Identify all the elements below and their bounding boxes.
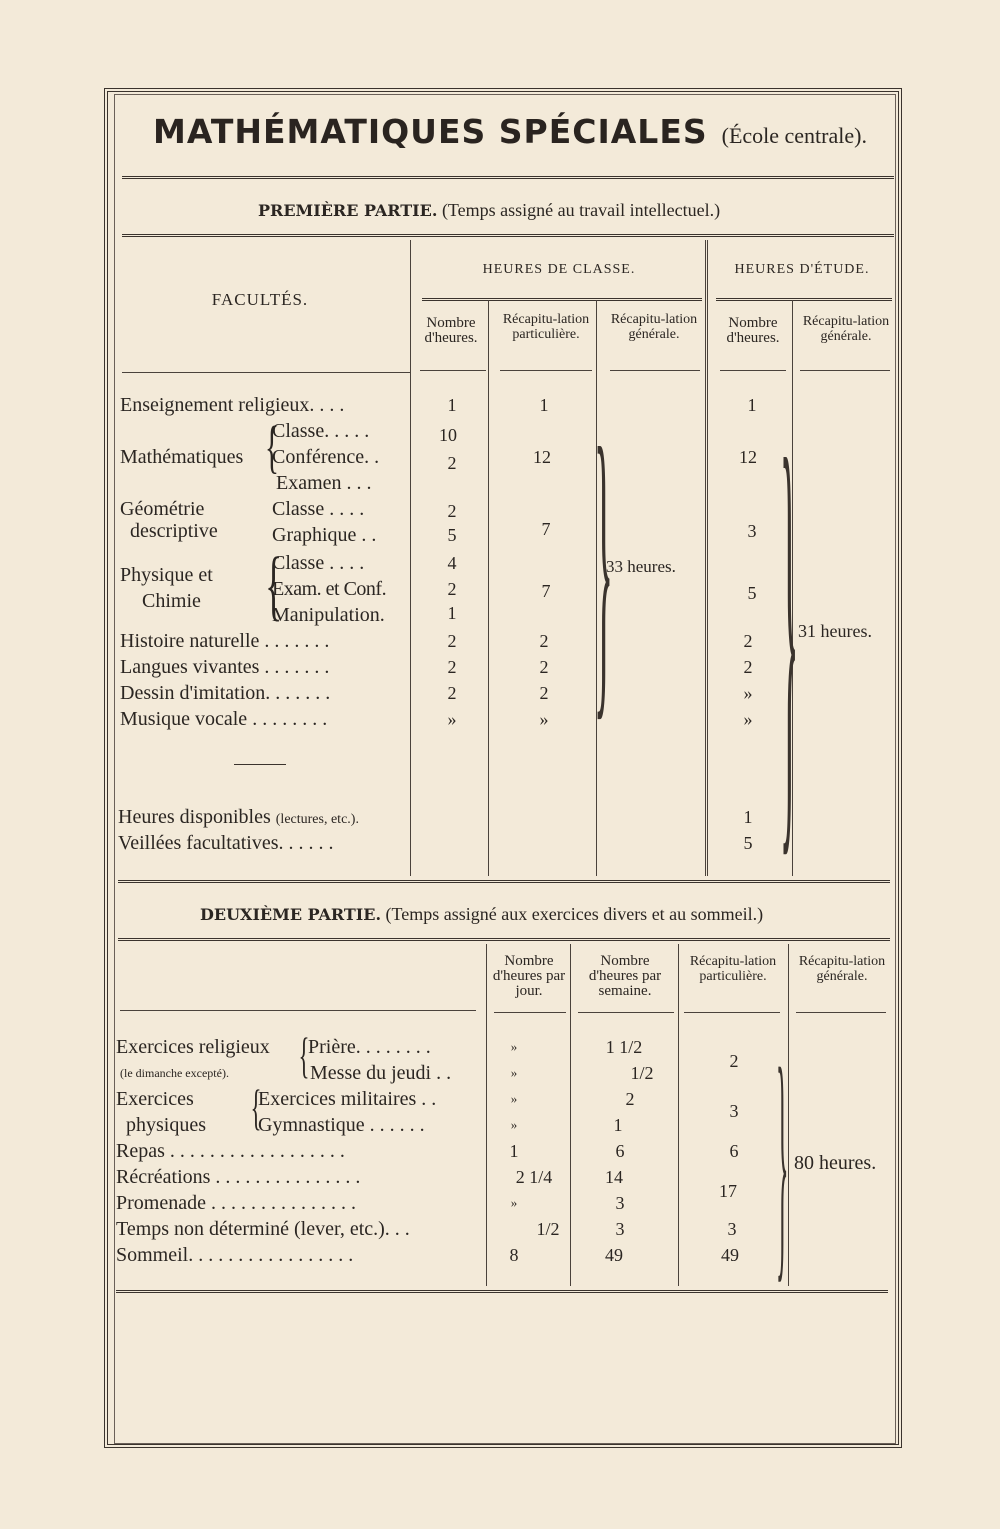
row-label: Exercices religieux — [116, 1036, 270, 1058]
cell-nombre: 5 — [447, 525, 457, 545]
divider — [684, 1012, 780, 1013]
cell-recap: 3 — [729, 1101, 739, 1121]
title-sub: (École centrale). — [721, 123, 867, 148]
cell-recap: 2 — [539, 631, 549, 651]
col-jour-header: Nombre d'heures par jour. — [492, 953, 566, 999]
cell-etude: 1 — [747, 395, 757, 415]
total-etude: 31 heures. — [798, 621, 872, 641]
cell-recap: 2 — [729, 1051, 739, 1071]
row-label: Heures disponibles (lectures, etc.). — [118, 806, 359, 828]
cell-recap: 49 — [721, 1245, 739, 1265]
cell-semaine: 1 — [613, 1115, 623, 1135]
cell-recap: » — [539, 709, 549, 729]
col-line — [678, 944, 679, 1286]
row-sublabel: Gymnastique . . . . . . — [258, 1114, 425, 1136]
row-sublabel: Classe . . . . — [272, 498, 365, 520]
cell-jour: » — [510, 1065, 518, 1080]
col-recap-part-header: Récapitu-lation particulière. — [689, 954, 777, 984]
cell-jour: » — [510, 1195, 518, 1210]
divider — [118, 880, 890, 883]
divider — [720, 370, 786, 371]
col-recap-gen-header: Récapitu-lation générale. — [610, 312, 698, 342]
cell-nombre: 2 — [447, 657, 457, 677]
row-sublabel: Prière. . . . . . . . — [308, 1036, 431, 1058]
total-classe: 33 heures. — [606, 557, 676, 576]
cell-recap: 1 — [539, 395, 549, 415]
divider — [796, 1012, 886, 1013]
row-label: Sommeil. . . . . . . . . . . . . . . . . — [116, 1244, 354, 1266]
cell-recap: 7 — [541, 581, 551, 601]
col-semaine-header: Nombre d'heures par semaine. — [588, 953, 662, 999]
col-recap-part-header: Récapitu-lation particulière. — [502, 312, 590, 342]
cell-jour: 1/2 — [536, 1219, 560, 1239]
row-label: Musique vocale . . . . . . . . — [120, 708, 328, 730]
cell-recap: 7 — [541, 519, 551, 539]
cell-jour: 8 — [509, 1245, 519, 1265]
cell-semaine: 6 — [615, 1141, 625, 1161]
divider — [422, 298, 702, 301]
row-label: Géométrie — [120, 498, 205, 520]
cell-recap: 3 — [727, 1219, 737, 1239]
cell-nombre: 10 — [439, 425, 457, 445]
row-label: Langues vivantes . . . . . . . — [120, 656, 330, 678]
part1-title: PREMIÈRE PARTIE. (Temps assigné au travail intellectuel.) — [258, 200, 721, 220]
row-sublabel: Exam. et Conf. — [272, 578, 387, 600]
cell-semaine: 1/2 — [630, 1063, 654, 1083]
divider — [500, 370, 592, 371]
cell-etude: 5 — [743, 833, 753, 853]
row-sublabel: Messe du jeudi . . — [310, 1062, 452, 1084]
divider — [122, 176, 894, 179]
divider — [610, 370, 700, 371]
divider — [420, 370, 486, 371]
cell-semaine: 14 — [605, 1167, 623, 1187]
row-sublabel: Exercices militaires . . — [258, 1088, 437, 1110]
brace: { — [264, 414, 279, 479]
col-recap-gen-header: Récapitu-lation générale. — [798, 954, 886, 984]
cell-etude: 12 — [739, 447, 757, 467]
divider — [234, 764, 286, 765]
row-label: Examen . . . — [276, 472, 372, 494]
cell-semaine: 3 — [615, 1193, 625, 1213]
brace: } — [776, 1016, 789, 1304]
cell-recap: 12 — [533, 447, 551, 467]
cell-nombre: 2 — [447, 683, 457, 703]
col-line — [705, 240, 708, 876]
cell-jour: 1 — [509, 1141, 519, 1161]
page-title — [120, 112, 900, 151]
row-label: Histoire naturelle . . . . . . . — [120, 630, 330, 652]
cell-nombre: 2 — [447, 579, 457, 599]
cell-recap: 6 — [729, 1141, 739, 1161]
brace: } — [594, 382, 614, 747]
total-part2: 80 heures. — [794, 1152, 877, 1174]
title-main: MATHÉMATIQUES SPÉCIALES — [153, 112, 708, 151]
col-line — [410, 240, 411, 876]
brace: { — [265, 541, 283, 628]
row-label: descriptive — [130, 520, 218, 542]
cell-recap: 17 — [719, 1181, 737, 1201]
cell-semaine: 2 — [625, 1089, 635, 1109]
brace: { — [298, 1027, 310, 1083]
row-label: physiques — [126, 1114, 206, 1136]
cell-etude: 1 — [743, 807, 753, 827]
divider — [716, 298, 892, 301]
row-label: Repas . . . . . . . . . . . . . . . . . . — [116, 1140, 345, 1162]
col-nombre-etude-header: Nombre d'heures. — [726, 315, 780, 346]
cell-jour: » — [510, 1117, 518, 1132]
divider — [116, 1290, 888, 1293]
cell-etude: » — [743, 709, 753, 729]
cell-recap: 2 — [539, 657, 549, 677]
row-label: Dessin d'imitation. . . . . . . — [120, 682, 331, 704]
cell-semaine: 3 — [615, 1219, 625, 1239]
cell-etude: 2 — [743, 657, 753, 677]
cell-nombre: 2 — [447, 501, 457, 521]
cell-jour: 2 1/4 — [515, 1167, 553, 1187]
cell-nombre: 2 — [447, 631, 457, 651]
row-sublabel: Manipulation. — [272, 604, 385, 626]
col-nombre-header: Nombre d'heures. — [424, 315, 478, 346]
cell-semaine: 1 1/2 — [605, 1037, 643, 1057]
heures-etude-header: HEURES D'ÉTUDE. — [734, 262, 870, 277]
row-sublabel: Graphique . . — [272, 524, 377, 546]
row-label: Classe . . . . — [272, 552, 365, 574]
row-label: Temps non déterminé (lever, etc.). . . — [116, 1218, 410, 1240]
row-label: Mathématiques — [120, 446, 244, 468]
row-sublabel: Conférence. . — [272, 446, 380, 468]
divider — [118, 938, 890, 941]
row-label: Chimie — [142, 590, 201, 612]
row-label: Récréations . . . . . . . . . . . . . . . — [116, 1166, 361, 1188]
heures-classe-header: HEURES DE CLASSE. — [482, 262, 636, 277]
cell-etude: 5 — [747, 583, 757, 603]
col-recap-gen-etude-header: Récapitu-lation générale. — [802, 314, 890, 344]
cell-semaine: 49 — [605, 1245, 623, 1265]
cell-nombre: 1 — [447, 603, 457, 623]
divider — [122, 234, 894, 237]
brace: } — [780, 362, 799, 894]
row-label: Classe. . . . . — [272, 420, 370, 442]
row-label: Veillées facultatives. . . . . . — [118, 832, 334, 854]
cell-etude: » — [743, 683, 753, 703]
divider — [120, 1010, 476, 1011]
brace: { — [250, 1079, 262, 1135]
cell-recap: 2 — [539, 683, 549, 703]
cell-nombre: » — [447, 709, 457, 729]
divider — [494, 1012, 566, 1013]
facultes-header: FACULTÉS. — [211, 290, 309, 309]
cell-jour: » — [510, 1091, 518, 1106]
divider — [122, 372, 410, 373]
cell-nombre: 1 — [447, 395, 457, 415]
row-label: (le dimanche excepté). — [120, 1066, 229, 1080]
cell-nombre: 2 — [447, 453, 457, 473]
row-label: Physique et — [120, 564, 213, 586]
row-label: Enseignement religieux. . . . — [120, 394, 345, 416]
cell-nombre: 4 — [447, 553, 457, 573]
cell-etude: 3 — [747, 521, 757, 541]
col-line — [488, 300, 489, 876]
cell-etude: 2 — [743, 631, 753, 651]
cell-jour: » — [510, 1039, 518, 1054]
part2-title: DEUXIÈME PARTIE. (Temps assigné aux exercices divers et au sommeil.) — [200, 904, 764, 924]
divider — [578, 1012, 674, 1013]
row-label: Exercices — [116, 1088, 194, 1110]
row-label: Promenade . . . . . . . . . . . . . . . — [116, 1192, 356, 1214]
divider — [800, 370, 890, 371]
